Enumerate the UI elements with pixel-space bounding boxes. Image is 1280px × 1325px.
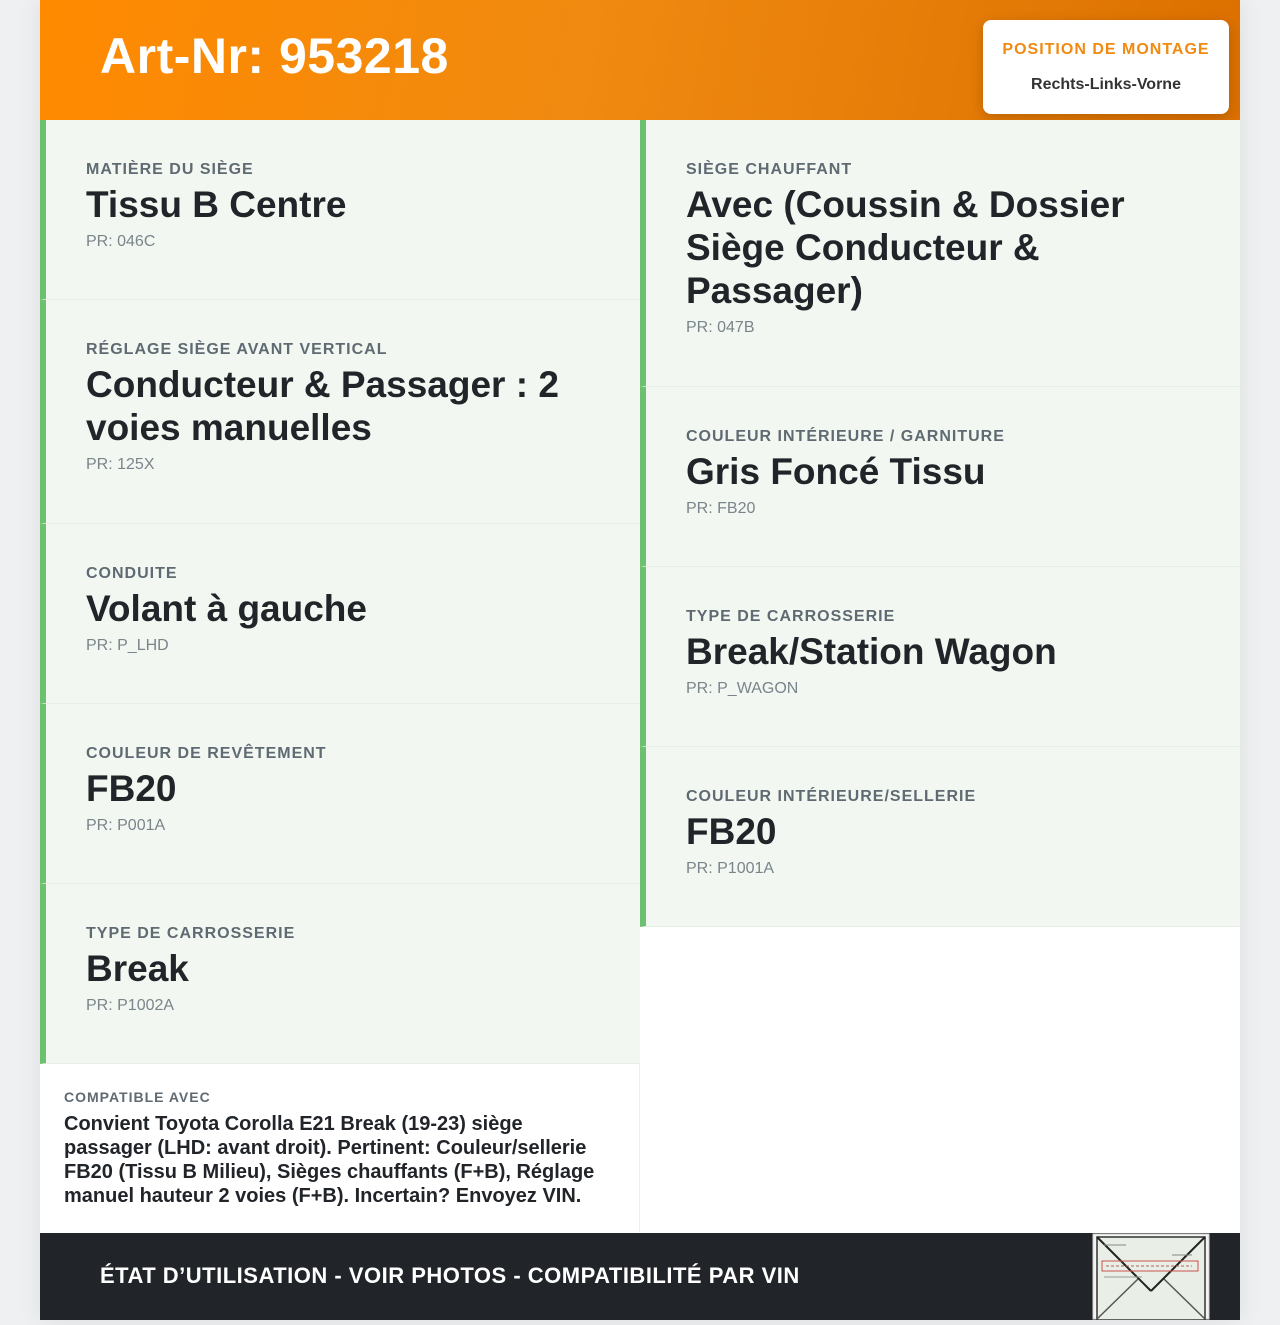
field-interior-upholstery — [640, 747, 1240, 927]
field-value: FB20 — [686, 811, 777, 852]
field-label: TYPE DE CARROSSERIE — [86, 925, 296, 942]
field-value: Break/Station Wagon — [686, 631, 1057, 672]
mount-position-title: POSITION DE MONTAGE — [1002, 41, 1210, 58]
footer-bar — [40, 1233, 1240, 1320]
field-label: COULEUR INTÉRIEURE/SELLERIE — [686, 788, 977, 805]
field-body-type-wagon — [640, 567, 1240, 747]
compatibility-text: Convient Toyota Corolla E21 Break (19-23) siège passager (LHD: avant droit). Pertinent: Couleur/sellerie FB20 (Tissu B Milieu), Sièges chauffants (F+B), Réglage manuel hauteur 2 voies (F+B). Incertain? Envoyez VIN. — [64, 1113, 595, 1207]
field-value: Tissu B Centre — [86, 184, 347, 225]
product-sheet — [40, 0, 1240, 1320]
right-column — [640, 120, 1240, 927]
field-pr-code: PR: 125X — [86, 456, 155, 473]
header-bar — [40, 0, 1240, 120]
field-pr-code: PR: P_WAGON — [686, 680, 799, 697]
field-label: COULEUR INTÉRIEURE / GARNITURE — [686, 428, 1005, 445]
field-label: COULEUR DE REVÊTEMENT — [86, 745, 327, 762]
field-value: FB20 — [86, 768, 177, 809]
field-label: MATIÈRE DU SIÈGE — [86, 161, 254, 178]
footer-condition-text: ÉTAT D’UTILISATION - VOIR PHOTOS - COMPATIBILITÉ PAR VIN — [100, 1263, 800, 1288]
field-seat-height-adjust — [40, 300, 640, 524]
field-label: TYPE DE CARROSSERIE — [686, 608, 896, 625]
field-pr-code: PR: FB20 — [686, 500, 756, 517]
field-value: Avec (Coussin & Dossier Siège Conducteur & Passager) — [686, 184, 1125, 311]
field-pr-code: PR: P001A — [86, 817, 166, 834]
field-pr-code: PR: 047B — [686, 319, 755, 336]
field-value: Conducteur & Passager : 2 voies manuelles — [86, 364, 559, 448]
field-interior-trim — [640, 387, 1240, 567]
field-driving-side — [40, 524, 640, 704]
field-value: Break — [86, 948, 189, 989]
field-label: RÉGLAGE SIÈGE AVANT VERTICAL — [86, 341, 388, 358]
mount-position-value: Rechts-Links-Vorne — [1031, 76, 1181, 93]
field-heated-seat — [640, 120, 1240, 387]
field-pr-code: PR: P1002A — [86, 997, 175, 1014]
field-pr-code: PR: 046C — [86, 233, 156, 250]
field-pr-code: PR: P_LHD — [86, 637, 169, 654]
left-column — [40, 120, 640, 1064]
field-value: Volant à gauche — [86, 588, 367, 629]
field-label: SIÈGE CHAUFFANT — [686, 161, 853, 178]
mount-position-card — [983, 20, 1229, 114]
field-value: Gris Foncé Tissu — [686, 451, 986, 492]
article-number: Art-Nr: 953218 — [100, 28, 449, 84]
compatibility-section — [40, 1064, 640, 1232]
compatibility-label: COMPATIBLE AVEC — [64, 1089, 211, 1105]
field-seat-material — [40, 120, 640, 300]
field-pr-code: PR: P1001A — [686, 860, 775, 877]
envelope-label-icon — [1092, 1233, 1210, 1320]
field-body-type — [40, 884, 640, 1064]
field-upholstery-color — [40, 704, 640, 884]
field-label: CONDUITE — [86, 565, 178, 582]
